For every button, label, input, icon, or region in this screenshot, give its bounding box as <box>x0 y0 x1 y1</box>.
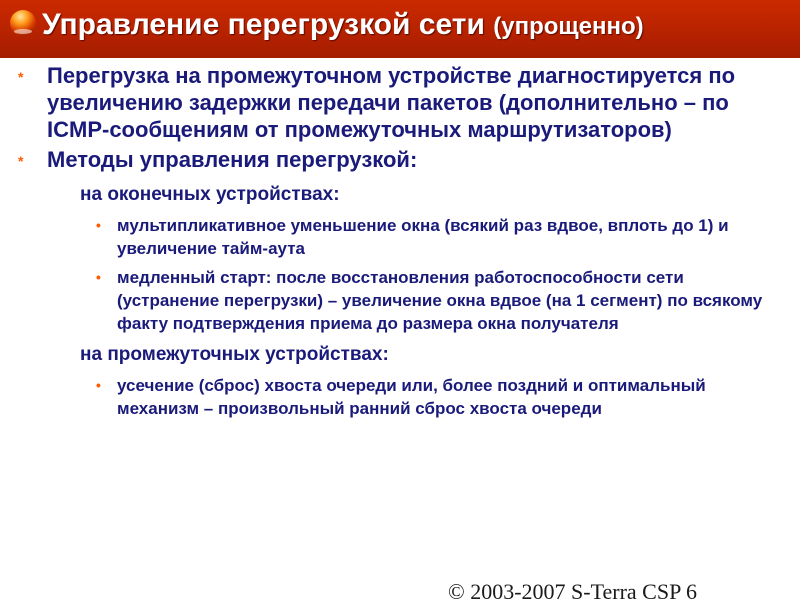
title-bar <box>0 0 800 58</box>
bullet-methods-text: Методы управления перегрузкой: <box>47 147 418 172</box>
slide-content <box>0 62 800 420</box>
bullet-dot-icon: • <box>96 217 101 233</box>
bullet-diagnosis-text: Перегрузка на промежуточном устройстве диагностируется по увеличению задержки передачи пакетов (дополнительно – по ICMP-сообщениям от промежуточных маршрутизаторов) <box>47 63 736 142</box>
bullet-star-icon: * <box>18 69 24 85</box>
list-item-text: мультипликативное уменьшение окна (всякий раз вдвое, вплоть до 1) и увеличение тайм-аута <box>117 216 729 258</box>
slide-title <box>42 8 644 42</box>
bullet-star-icon: * <box>18 153 24 169</box>
sphere-icon <box>10 10 36 36</box>
bullet-methods <box>0 146 800 173</box>
title-main: Управление перегрузкой сети <box>42 8 485 41</box>
subheading-endpoints: на оконечных устройствах: <box>80 184 340 205</box>
list-item <box>0 214 800 260</box>
footer-copyright: © 2003-2007 S-Terra CSP 6 <box>448 579 698 604</box>
list-item <box>0 266 800 335</box>
list-item-text: медленный старт: после восстановления работоспособности сети (устранение перегрузки) – увеличение окна вдвое (на 1 сегмент) по всякому факту подтверждения приема до размера окна получателя <box>117 268 763 333</box>
bullet-dot-icon: • <box>96 377 101 393</box>
bullet-diagnosis <box>0 62 800 143</box>
title-sub: (упрощенно) <box>493 13 644 40</box>
list-item <box>0 374 800 420</box>
list-item-text: усечение (сброс) хвоста очереди или, более поздний и оптимальный механизм – произвольный ранний сброс хвоста очереди <box>117 376 706 418</box>
bullet-dot-icon: • <box>96 269 101 285</box>
subheading-intermediate: на промежуточных устройствах: <box>80 344 389 365</box>
